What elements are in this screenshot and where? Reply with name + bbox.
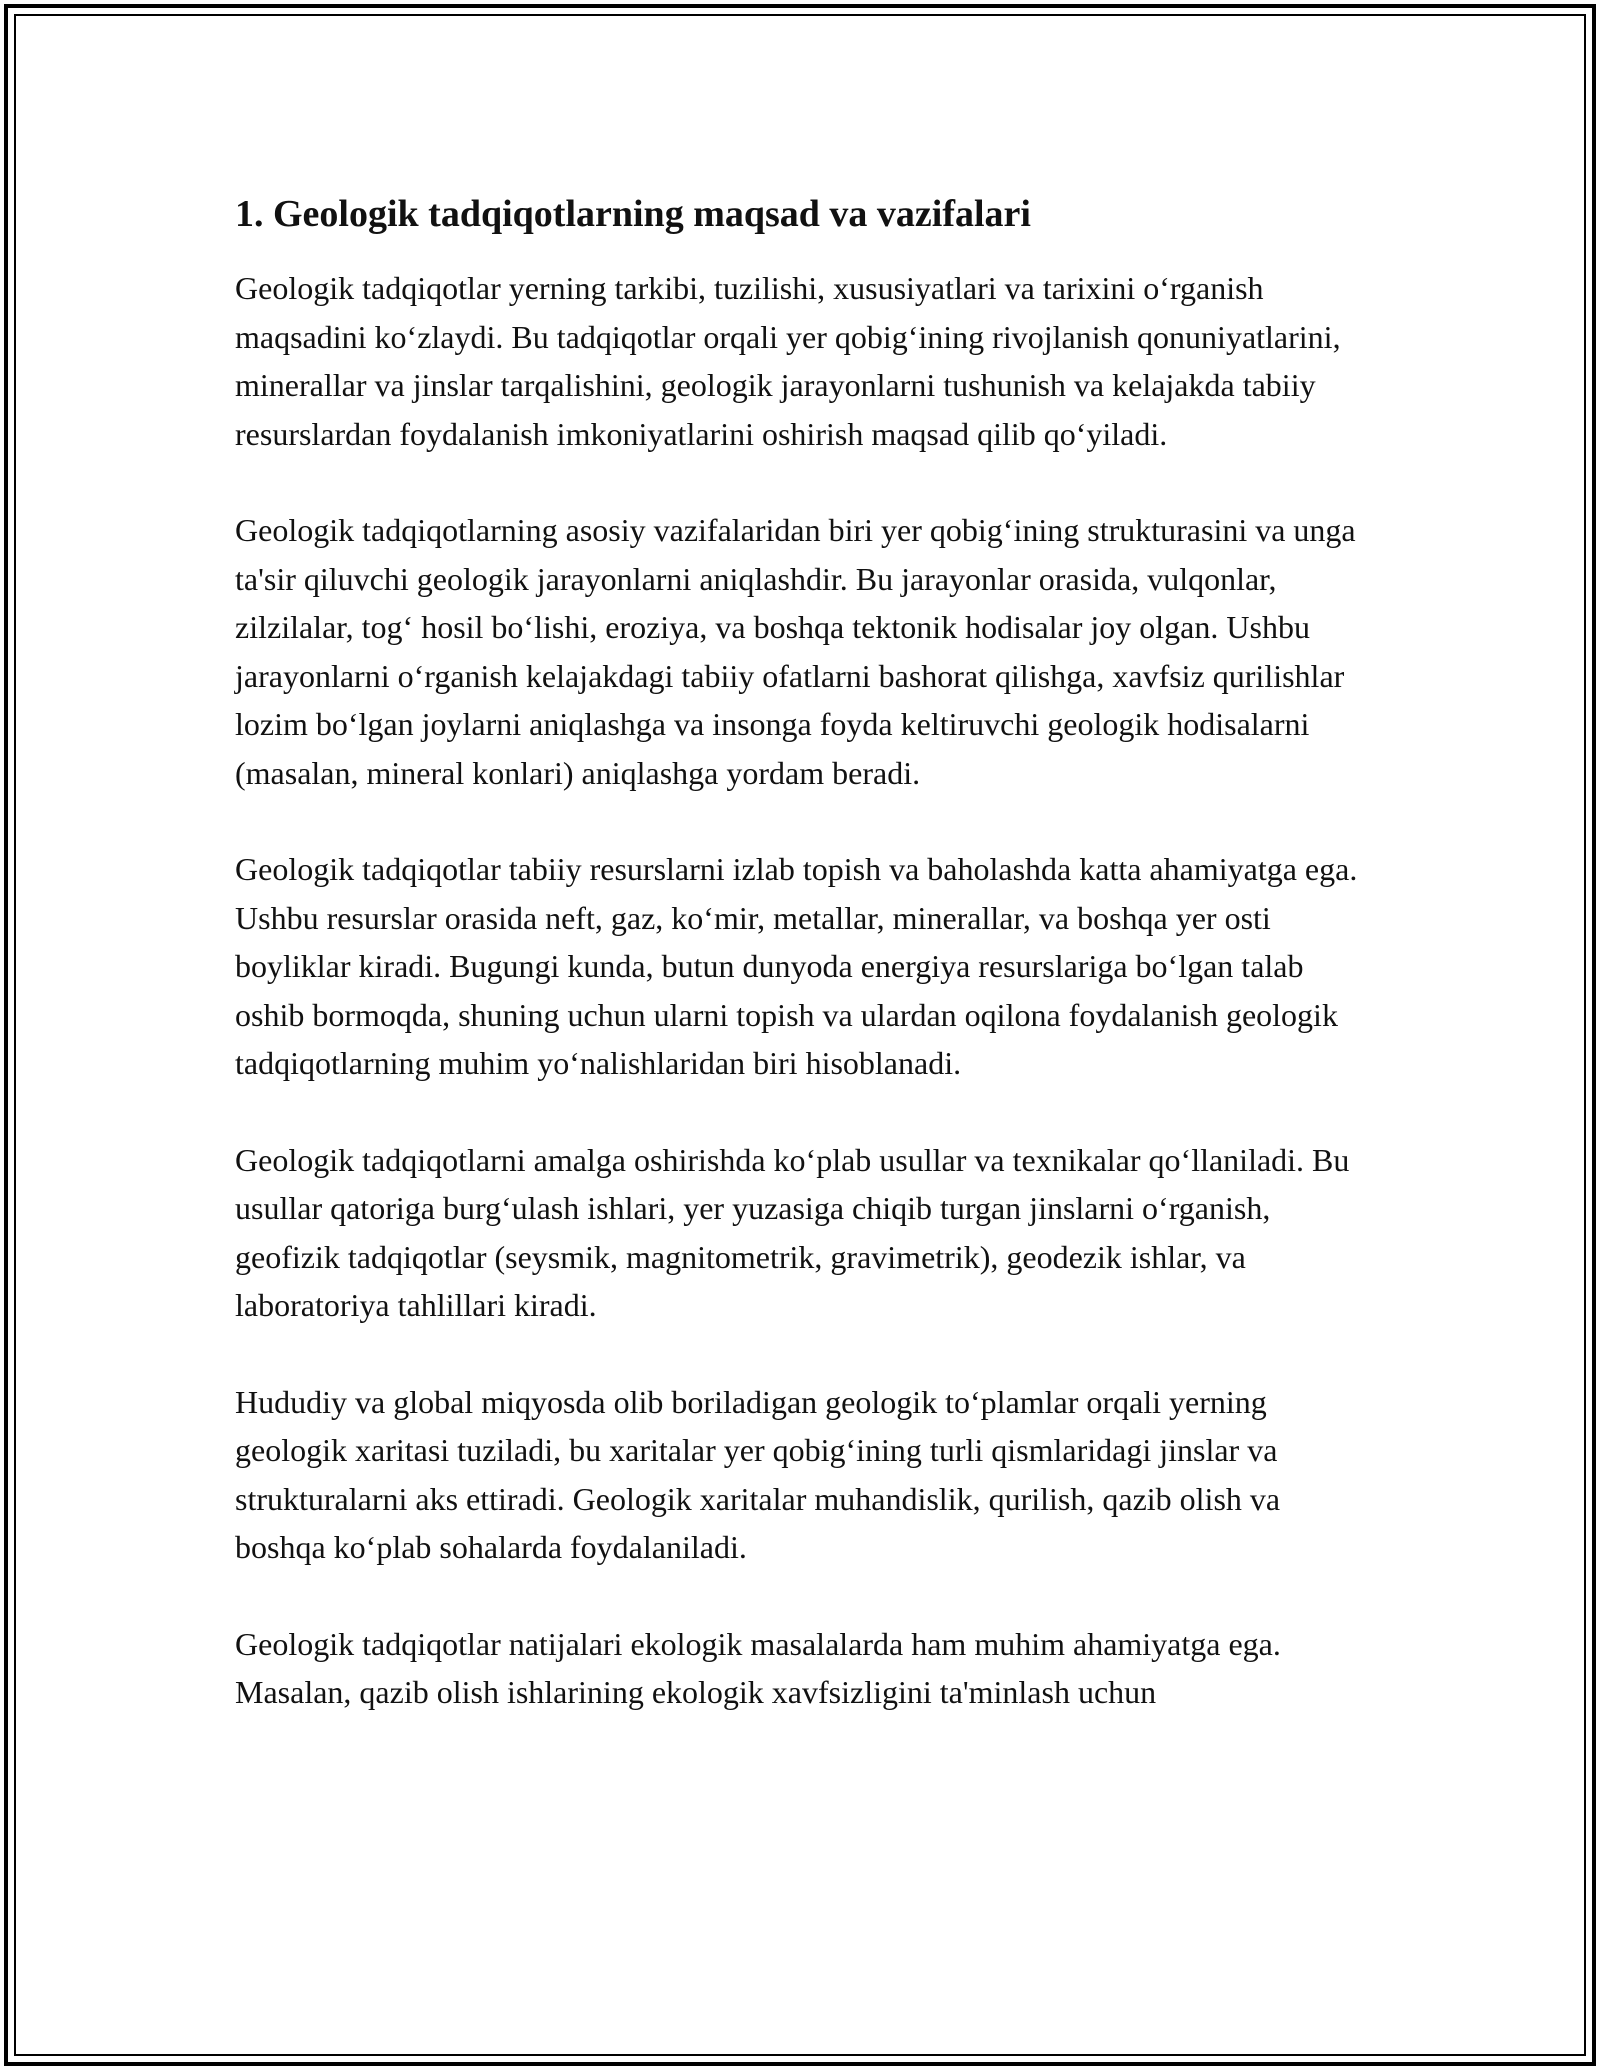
paragraph-4: Geologik tadqiqotlarni amalga oshirishda ko‘plab usullar va texnikalar qo‘llaniladi. Bu usullar qatoriga burg‘ulash ishlari, yer yuzasiga chiqib turgan jinslarni o‘rganish, geofizik tadqiqotlar (seysmik, magnitometrik, gravimetrik), geodezik ishlar, va laboratoriya tahlillari kiradi.	[235, 1141, 1350, 1323]
paragraph-2: Geologik tadqiqotlarning asosiy vazifalaridan biri yer qobig‘ining strukturasini va unga ta'sir qiluvchi geologik jarayonlarni aniqlashdir. Bu jarayonlar orasida, vulqonlar, zilzilalar, tog‘ hosil bo‘lishi, eroziya, va boshqa tektonik hodisalar joy olgan. Ushbu jarayonlarni o‘rganish kelajakdagi tabiiy ofatlarni bashorat qilishga, xavfsiz qurilishlar lozim bo‘lgan joylarni aniqlashga va insonga foyda keltiruvchi geologik hodisalarni (masalan, mineral konlari) aniqlashga yordam beradi.	[235, 512, 1356, 791]
paragraph-1: Geologik tadqiqotlar yerning tarkibi, tuzilishi, xususiyatlari va tarixini o‘rganish maqsadini ko‘zlaydi. Bu tadqiqotlar orqali yer qobig‘ining rivojlanish qonuniyatlarini, minerallar va jinslar tarqalishini, geologik jarayonlarni tushunish va kelajakda tabiiy resurslardan foydalanish imkoniyatlarini oshirish maqsad qilib qo‘yiladi.	[235, 270, 1341, 452]
section-heading: 1. Geologik tadqiqotlarning maqsad va vazifalari	[235, 193, 1031, 235]
document-body	[235, 188, 1375, 1765]
paragraph-6: Geologik tadqiqotlar natijalari ekologik masalalarda ham muhim ahamiyatga ega. Masalan, qazib olish ishlarining ekologik xavfsizligini ta'minlash uchun	[235, 1625, 1281, 1710]
paragraph-3: Geologik tadqiqotlar tabiiy resurslarni izlab topish va baholashda katta ahamiyatga ega. Ushbu resurslar orasida neft, gaz, ko‘mir, metallar, minerallar, va boshqa yer osti boyliklar kiradi. Bugungi kunda, butun dunyoda energiya resurslariga bo‘lgan talab oshib bormoqda, shuning uchun ularni topish va ulardan oqilona foydalanish geologik tadqiqotlarning muhim yo‘nalishlaridan biri hisoblanadi.	[235, 851, 1358, 1081]
paragraph-5: Hududiy va global miqyosda olib boriladigan geologik to‘plamlar orqali yerning geologik xaritasi tuziladi, bu xaritalar yer qobig‘ining turli qismlaridagi jinslar va strukturalarni aks ettiradi. Geologik xaritalar muhandislik, qurilish, qazib olish va boshqa ko‘plab sohalarda foydalaniladi.	[235, 1383, 1281, 1565]
